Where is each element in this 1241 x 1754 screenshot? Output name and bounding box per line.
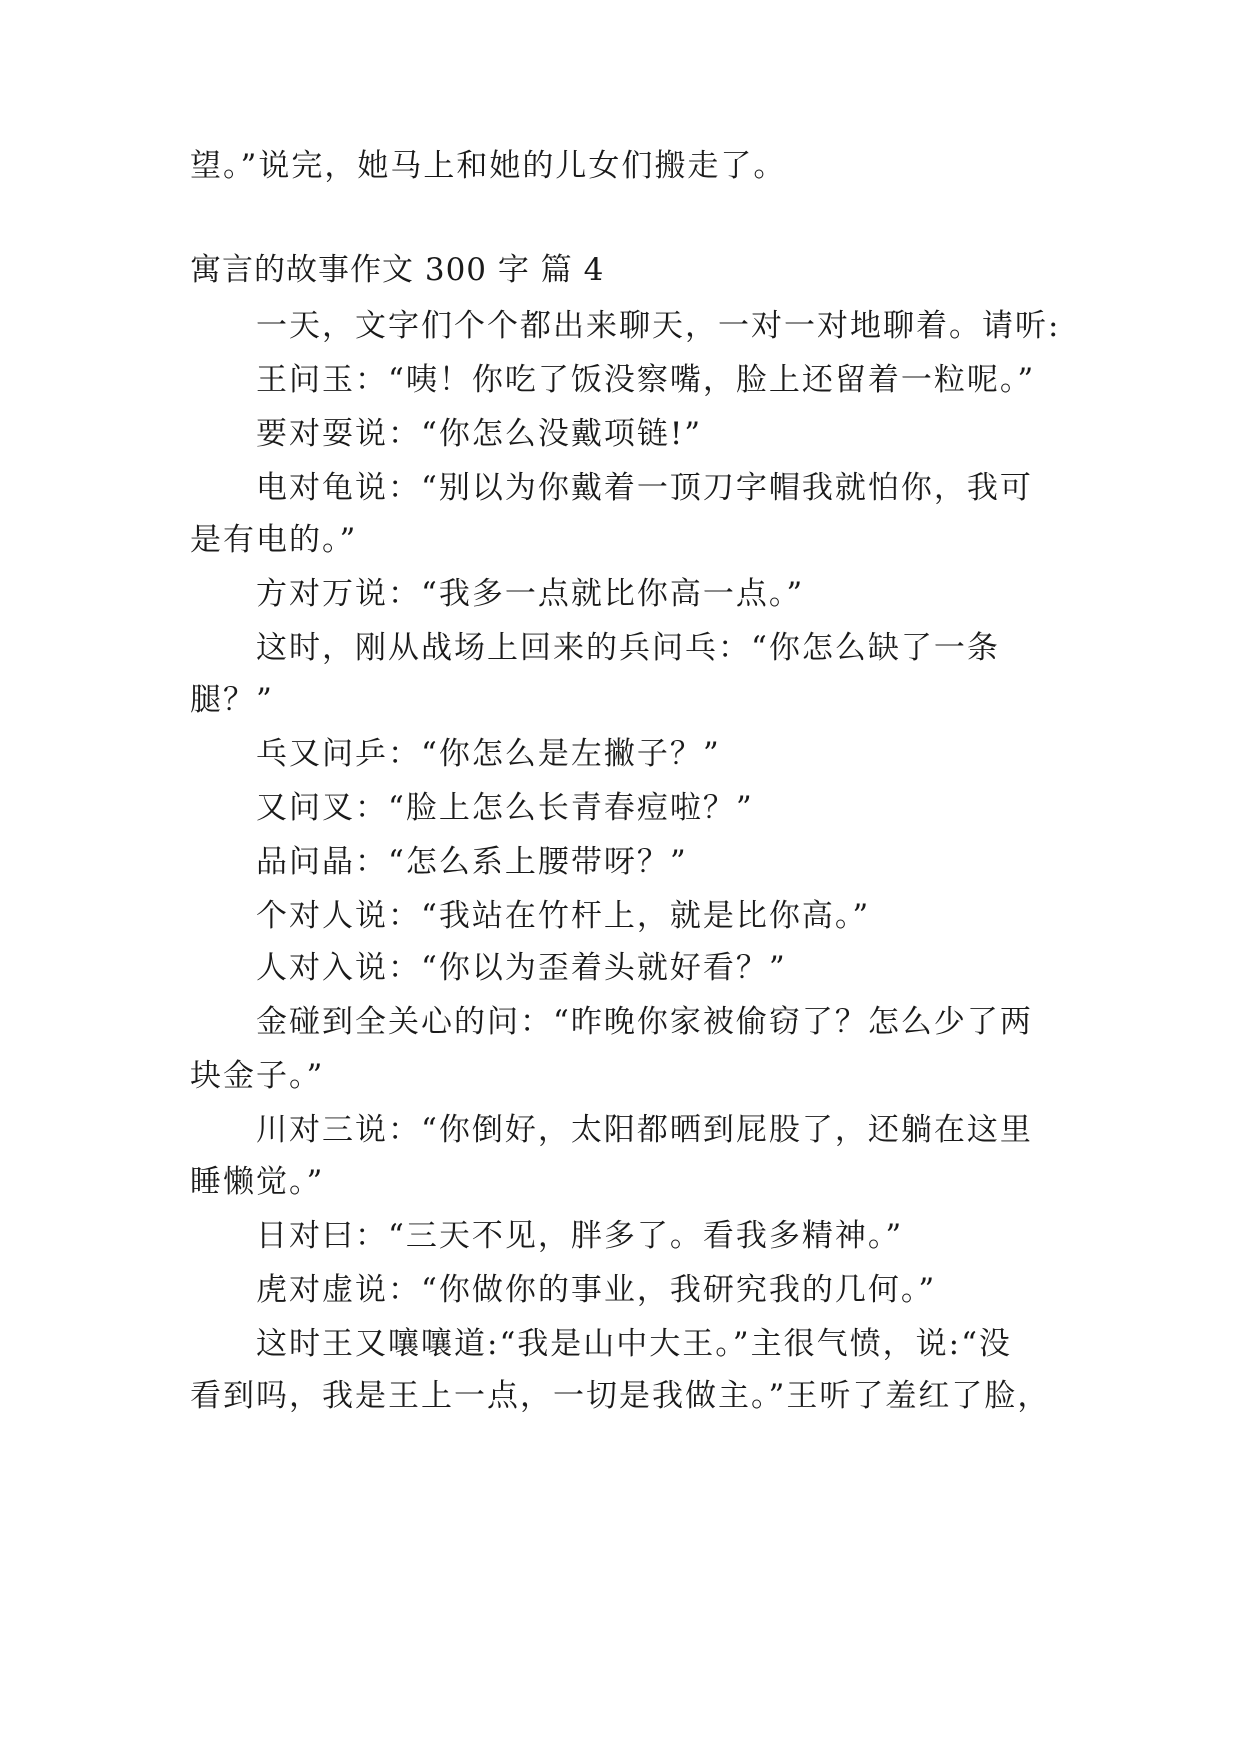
paragraph-line: 又问叉：“脸上怎么长青春痘啦？” — [256, 790, 754, 826]
paragraph-line: 人对入说：“你以为歪着头就好看？” — [256, 950, 787, 986]
paragraph-line: 是有电的。” — [190, 522, 358, 558]
paragraph-line: 电对龟说：“别以为你戴着一顶刀字帽我就怕你，我可 — [256, 470, 1033, 506]
paragraph-line: 这时王又嚷嚷道:“我是山中大王。”主很气愤，说:“没 — [256, 1326, 1012, 1362]
paragraph-line: 块金子。” — [190, 1058, 325, 1094]
paragraph-line: 个对人说：“我站在竹杆上，就是比你高。” — [256, 898, 871, 934]
paragraph-line: 川对三说：“你倒好，太阳都晒到屁股了，还躺在这里 — [256, 1112, 1033, 1148]
paragraph-line: 腿？” — [190, 682, 274, 718]
paragraph-line: 虎对虚说：“你做你的事业，我研究我的几何。” — [256, 1272, 937, 1308]
paragraph-line: 睡懒觉。” — [190, 1164, 325, 1200]
paragraph-line: 看到吗，我是王上一点，一切是我做主。”王听了羞红了脸， — [190, 1378, 1051, 1414]
paragraph-line: 王问玉：“咦！你吃了饭没察嘴，脸上还留着一粒呢。” — [256, 362, 1036, 398]
paragraph-line: 乓又问乒：“你怎么是左撇子？” — [256, 736, 721, 772]
paragraph-line: 这时，刚从战场上回来的兵问乓：“你怎么缺了一条 — [256, 630, 1000, 666]
paragraph-line: 日对曰：“三天不见，胖多了。看我多精神。” — [256, 1218, 904, 1254]
paragraph-line: 要对耍说：“你怎么没戴项链!” — [256, 416, 703, 452]
paragraph-line: 一天，文字们个个都出来聊天，一对一对地聊着。请听: — [256, 308, 1061, 344]
paragraph-line: 金碰到全关心的问：“昨晚你家被偷窃了？怎么少了两 — [256, 1004, 1033, 1040]
section-heading: 寓言的故事作文 300 字 篇 4 — [190, 252, 605, 288]
opening-line: 望。”说完，她马上和她的儿女们搬走了。 — [190, 148, 787, 184]
paragraph-line: 品问晶：“怎么系上腰带呀？” — [256, 844, 688, 880]
paragraph-line: 方对万说：“我多一点就比你高一点。” — [256, 576, 805, 612]
